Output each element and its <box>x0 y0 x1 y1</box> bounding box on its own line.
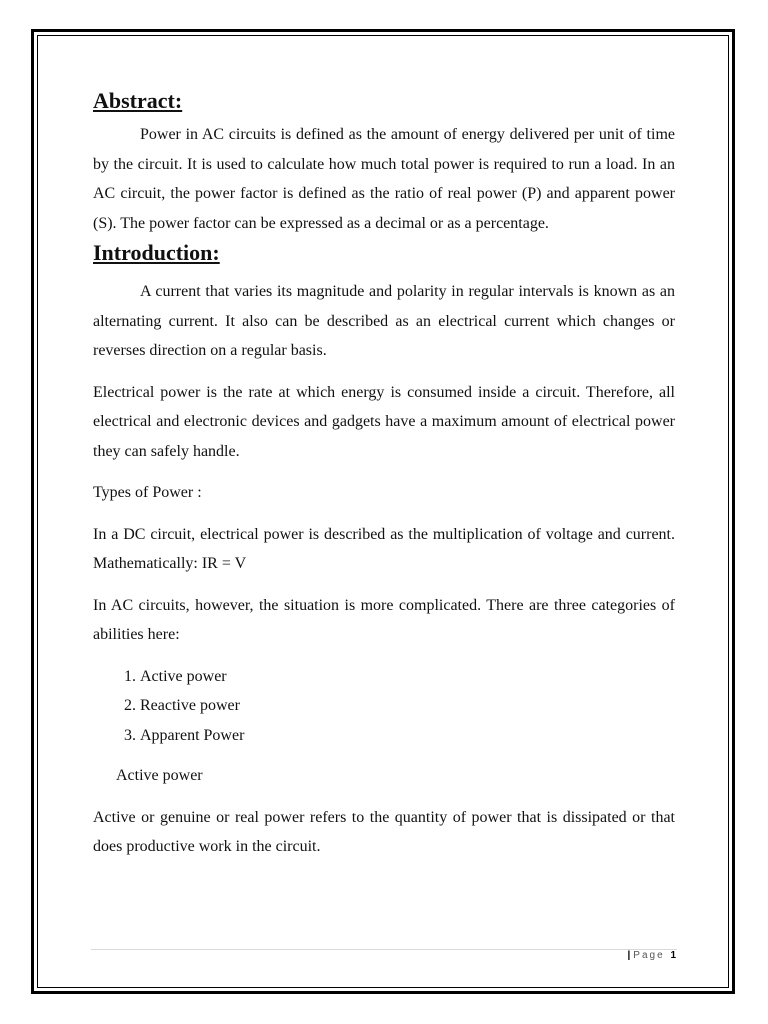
intro-paragraph-2: Electrical power is the rate at which energy is consumed inside a circuit. Therefore, all electrical and electronic devices and gadgets have a maximum amount of electrical power they can safely handle. <box>93 383 675 460</box>
footer-page-label: Page <box>633 950 665 961</box>
document-body <box>93 86 675 862</box>
intro-paragraph-1: A current that varies its magnitude and polarity in regular intervals is known as an alternating current. It also can be described as an electrical current which changes or reverses direction on a regular basis. <box>93 283 675 359</box>
list-item: 2. Reactive power <box>140 691 675 721</box>
ac-circuit-paragraph: In AC circuits, however, the situation is more complicated. There are three categories of abilities here: <box>93 596 675 643</box>
introduction-heading: Introduction: <box>93 240 220 265</box>
page-number: 1 <box>670 950 676 961</box>
power-types-list <box>93 662 675 751</box>
page-footer <box>627 950 676 961</box>
footer-separator: | <box>627 950 631 961</box>
active-power-subheading: Active power <box>116 767 203 784</box>
list-item: 3. Apparent Power <box>140 721 675 751</box>
types-of-power-label: Types of Power : <box>93 484 202 501</box>
list-item: 1. Active power <box>140 662 675 692</box>
abstract-heading: Abstract: <box>93 88 183 113</box>
abstract-paragraph: Power in AC circuits is defined as the amount of energy delivered per unit of time by the circuit. It is used to calculate how much total power is required to run a load. In an AC circuit, the power factor is defined as the ratio of real power (P) and apparent power (S). The power factor can be expressed as a decimal or as a percentage. <box>93 126 675 232</box>
footer-divider <box>91 949 677 950</box>
active-power-paragraph: Active or genuine or real power refers to the quantity of power that is dissipated or that does productive work in the circuit. <box>93 808 675 855</box>
dc-circuit-paragraph: In a DC circuit, electrical power is described as the multiplication of voltage and current. Mathematically: IR = V <box>93 525 675 572</box>
